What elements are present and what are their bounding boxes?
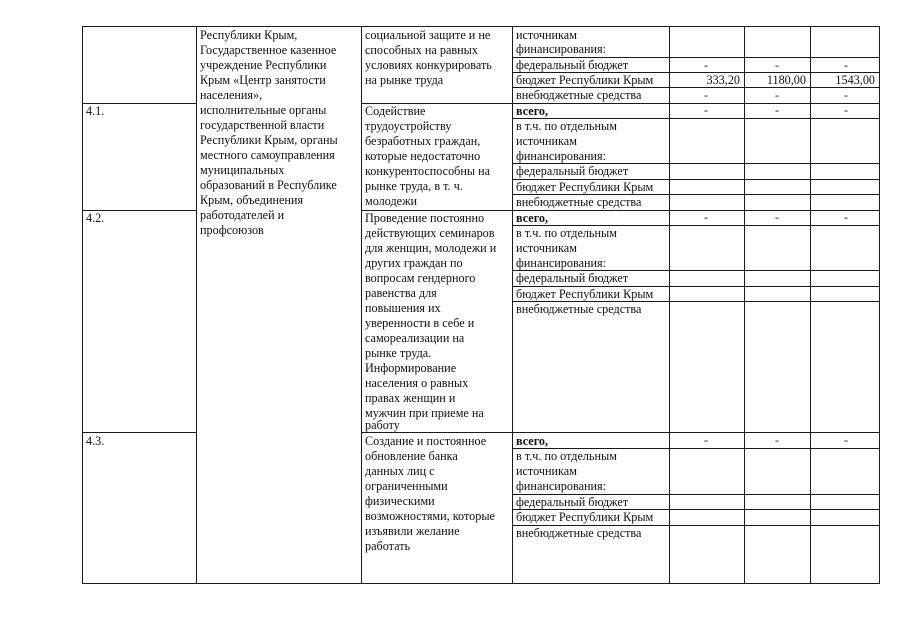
text-line: образований в Республике	[200, 178, 337, 192]
text-line: для женщин, молодежи и	[365, 241, 497, 255]
total-year2-value: -	[775, 433, 779, 447]
republic-year1-value: 333,20	[706, 73, 740, 87]
text-line: повышения их	[365, 301, 441, 315]
text-line: работу	[365, 418, 400, 432]
text-line: конкурентоспособны на	[365, 164, 491, 178]
total-year1-value: -	[704, 433, 708, 447]
text-line: Крым, объединения	[200, 193, 304, 207]
extrabudget-label: внебюджетные средства	[516, 195, 642, 209]
text-line: муниципальных	[200, 163, 285, 177]
extrabudget-label: внебюджетные средства	[516, 526, 642, 540]
col-divider-source	[512, 26, 513, 584]
text-line: безработных граждан,	[365, 134, 481, 148]
text-line: условиях конкурировать	[365, 58, 492, 72]
source-label: в т.ч. по отдельным	[516, 226, 617, 240]
col-divider-year2	[744, 26, 745, 584]
text-line: обновление банка	[365, 449, 458, 463]
row-separator	[82, 432, 197, 433]
extra-year2-value: -	[775, 88, 779, 102]
text-line: Крым «Центр занятости	[200, 73, 326, 87]
text-line: Республики Крым,	[200, 28, 298, 42]
col-divider-responsible	[196, 26, 197, 584]
text-line: правах женщин и	[365, 391, 456, 405]
republic-budget-label: бюджет Республики Крым	[516, 73, 654, 87]
text-line: социальной защите и не	[365, 28, 491, 42]
text-line: Информирование	[365, 361, 457, 375]
extrabudget-label: внебюджетные средства	[516, 88, 642, 102]
source-label: источникам	[516, 241, 577, 255]
source-label: финансирования:	[516, 256, 607, 270]
row-number: 4.3.	[86, 434, 105, 448]
text-line: работать	[365, 539, 411, 553]
total-label: всего,	[516, 211, 549, 225]
federal-budget-label: федеральный бюджет	[516, 58, 629, 72]
source-label: финансирования:	[516, 42, 607, 56]
text-line: рынке труда, в т. ч.	[365, 179, 463, 193]
source-label: источникам	[516, 28, 577, 42]
col-divider-year3	[810, 26, 811, 584]
text-line: физическими	[365, 494, 435, 508]
source-label: в т.ч. по отдельным	[516, 449, 617, 463]
text-line: уверенности в себе и	[365, 316, 475, 330]
text-line: Республики Крым, органы	[200, 133, 338, 147]
total-year1-value: -	[704, 210, 708, 224]
total-year3-value: -	[844, 433, 848, 447]
federal-year3-value: -	[844, 58, 848, 72]
federal-year1-value: -	[704, 58, 708, 72]
text-line: Государственное казенное	[200, 43, 337, 57]
text-line: населения»,	[200, 88, 263, 102]
row-separator	[361, 432, 880, 433]
text-line: ограниченными	[365, 479, 448, 493]
text-line: изъявили желание	[365, 524, 460, 538]
total-label: всего,	[516, 434, 549, 448]
text-line: местного самоуправления	[200, 148, 335, 162]
text-line: возможностями, которые	[365, 509, 495, 523]
text-line: вопросам гендерного	[365, 271, 476, 285]
text-line: способных на равных	[365, 43, 478, 57]
text-line: данных лиц с	[365, 464, 435, 478]
total-label: всего,	[516, 104, 549, 118]
text-line: рынке труда.	[365, 346, 432, 360]
row-number: 4.2.	[86, 211, 105, 225]
total-year2-value: -	[775, 210, 779, 224]
text-line: исполнительные органы	[200, 103, 327, 117]
total-year2-value: -	[775, 103, 779, 117]
total-year3-value: -	[844, 103, 848, 117]
text-line: которые недостаточно	[365, 149, 481, 163]
table-border-top	[82, 26, 880, 27]
text-line: Создание и постоянное	[365, 434, 487, 448]
total-year3-value: -	[844, 210, 848, 224]
republic-budget-label: бюджет Республики Крым	[516, 510, 654, 524]
republic-year2-value: 1180,00	[766, 73, 806, 87]
text-line: населения о равных	[365, 376, 469, 390]
republic-budget-label: бюджет Республики Крым	[516, 180, 654, 194]
table-border-bottom	[82, 583, 880, 584]
text-line: учреждение Республики	[200, 58, 327, 72]
source-label: источникам	[516, 134, 577, 148]
col-divider-activity	[361, 26, 362, 584]
text-line: государственной власти	[200, 118, 325, 132]
text-line: самореализации на	[365, 331, 465, 345]
republic-year3-value: 1543,00	[835, 73, 875, 87]
extra-year1-value: -	[704, 88, 708, 102]
source-label: в т.ч. по отдельным	[516, 119, 617, 133]
text-line: Проведение постоянно	[365, 211, 485, 225]
federal-budget-label: федеральный бюджет	[516, 495, 629, 509]
source-label: финансирования:	[516, 149, 607, 163]
text-line: профсоюзов	[200, 223, 264, 237]
extrabudget-label: внебюджетные средства	[516, 302, 642, 316]
federal-budget-label: федеральный бюджет	[516, 271, 629, 285]
table-border-right	[879, 26, 880, 584]
text-line: действующих семинаров	[365, 226, 495, 240]
federal-year2-value: -	[775, 58, 779, 72]
text-line: равенства для	[365, 286, 437, 300]
source-label: финансирования:	[516, 479, 607, 493]
source-label: источникам	[516, 464, 577, 478]
total-year1-value: -	[704, 103, 708, 117]
text-line: мужчин при приеме на	[365, 406, 484, 420]
text-line: трудоустройству	[365, 119, 452, 133]
table-border-left	[82, 26, 83, 584]
text-line: Содействие	[365, 104, 426, 118]
text-line: других граждан по	[365, 256, 463, 270]
extra-year3-value: -	[844, 88, 848, 102]
col-divider-year1	[669, 26, 670, 584]
text-line: на рынке труда	[365, 73, 444, 87]
text-line: молодежи	[365, 194, 418, 208]
text-line: работодателей и	[200, 208, 285, 222]
federal-budget-label: федеральный бюджет	[516, 164, 629, 178]
row-number: 4.1.	[86, 104, 105, 118]
republic-budget-label: бюджет Республики Крым	[516, 287, 654, 301]
